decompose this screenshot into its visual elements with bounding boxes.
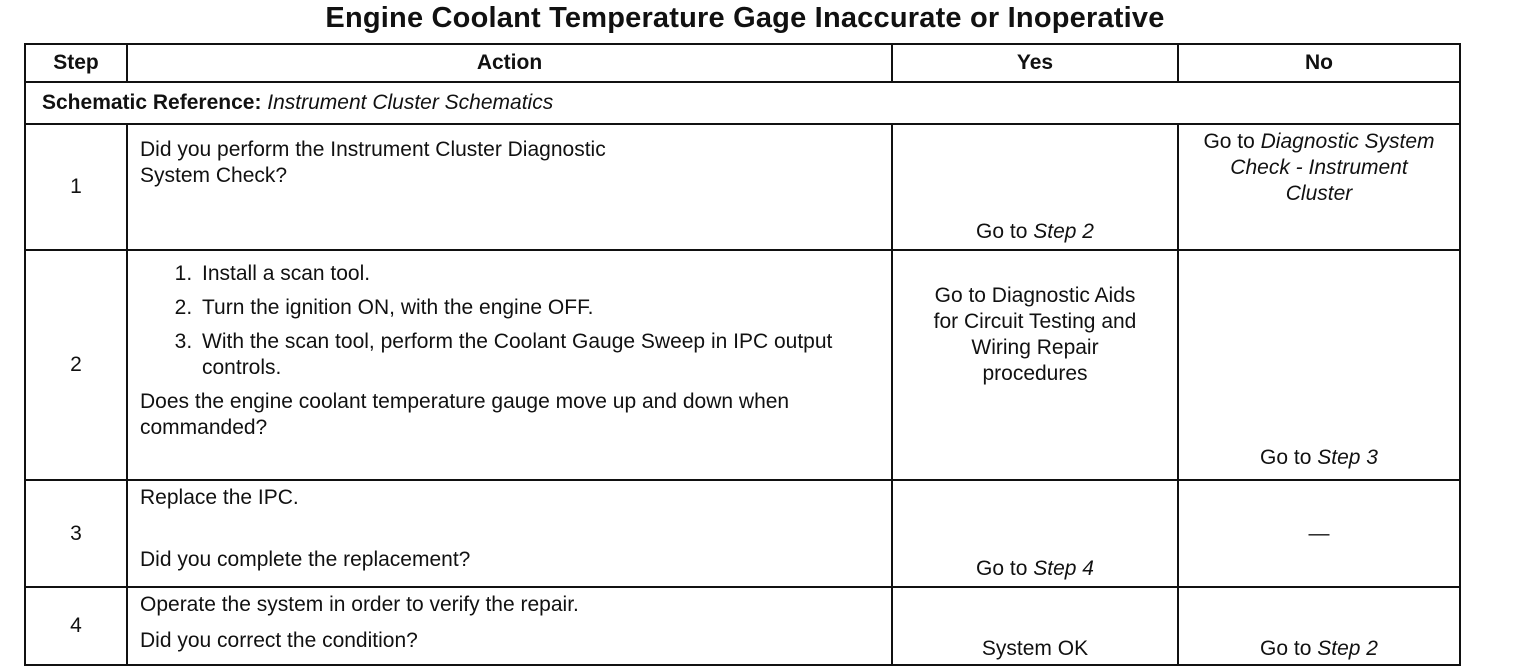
- yes-link[interactable]: Step 4: [1033, 557, 1094, 580]
- diagnostic-table: [24, 43, 1461, 666]
- step-number: 2: [25, 250, 127, 480]
- schematic-reference-label: Schematic Reference:: [42, 91, 262, 114]
- yes-cell: [892, 480, 1178, 587]
- schematic-reference: [25, 82, 1460, 124]
- action-text: Replace the IPC.: [140, 486, 299, 509]
- yes-cell: [892, 587, 1178, 665]
- yes-cell: [892, 250, 1178, 480]
- yes-text[interactable]: System OK: [981, 637, 1089, 660]
- header-yes: Yes: [892, 44, 1178, 82]
- table-row: [25, 250, 1460, 480]
- action-cell: [127, 124, 892, 250]
- yes-prefix: Go to: [976, 557, 1034, 580]
- step-number: 4: [25, 587, 127, 665]
- step-number: 1: [25, 124, 127, 250]
- step-number: 3: [25, 480, 127, 587]
- no-prefix: Go to: [1260, 637, 1318, 660]
- no-prefix: Go to: [1260, 446, 1318, 469]
- table-row: [25, 587, 1460, 665]
- action-text: Did you perform the Instrument Cluster Diagnostic System Check?: [140, 138, 606, 187]
- schematic-reference-link[interactable]: Instrument Cluster Schematics: [267, 91, 554, 114]
- no-link[interactable]: Diagnostic System Check - Instrument Cluster: [1230, 130, 1435, 205]
- action-text: Operate the system in order to verify the repair.: [140, 593, 579, 616]
- action-cell: [127, 250, 892, 480]
- no-cell: [1178, 124, 1460, 250]
- action-question: Did you complete the replacement?: [140, 548, 471, 571]
- header-step: Step: [25, 44, 127, 82]
- header-action: Action: [127, 44, 892, 82]
- list-item: 3. With the scan tool, perform the Coolant Gauge Sweep in IPC output controls.: [198, 329, 879, 381]
- action-question: Does the engine coolant temperature gauge move up and down when commanded?: [140, 390, 790, 439]
- yes-link[interactable]: Step 2: [1033, 220, 1094, 243]
- header-no: No: [1178, 44, 1460, 82]
- yes-text[interactable]: Go to Diagnostic Aids for Circuit Testing and Wiring Repair procedures: [933, 284, 1137, 385]
- schematic-reference-row: [25, 82, 1460, 124]
- action-cell: [127, 587, 892, 665]
- table-row: [25, 124, 1460, 250]
- list-item: 1. Install a scan tool.: [198, 261, 879, 287]
- no-cell: —: [1178, 480, 1460, 587]
- action-question: Did you correct the condition?: [140, 629, 418, 652]
- no-prefix: Go to: [1203, 130, 1261, 153]
- page-title: Engine Coolant Temperature Gage Inaccurate or Inoperative: [325, 2, 1165, 34]
- yes-cell: [892, 124, 1178, 250]
- action-cell: [127, 480, 892, 587]
- no-link[interactable]: Step 2: [1317, 637, 1378, 660]
- yes-prefix: Go to: [976, 220, 1034, 243]
- no-link[interactable]: Step 3: [1317, 446, 1378, 469]
- table-row: [25, 480, 1460, 587]
- list-item: 2. Turn the ignition ON, with the engine OFF.: [198, 295, 879, 321]
- header-row: [25, 44, 1460, 82]
- no-cell: [1178, 250, 1460, 480]
- action-list: [140, 261, 879, 381]
- no-cell: [1178, 587, 1460, 665]
